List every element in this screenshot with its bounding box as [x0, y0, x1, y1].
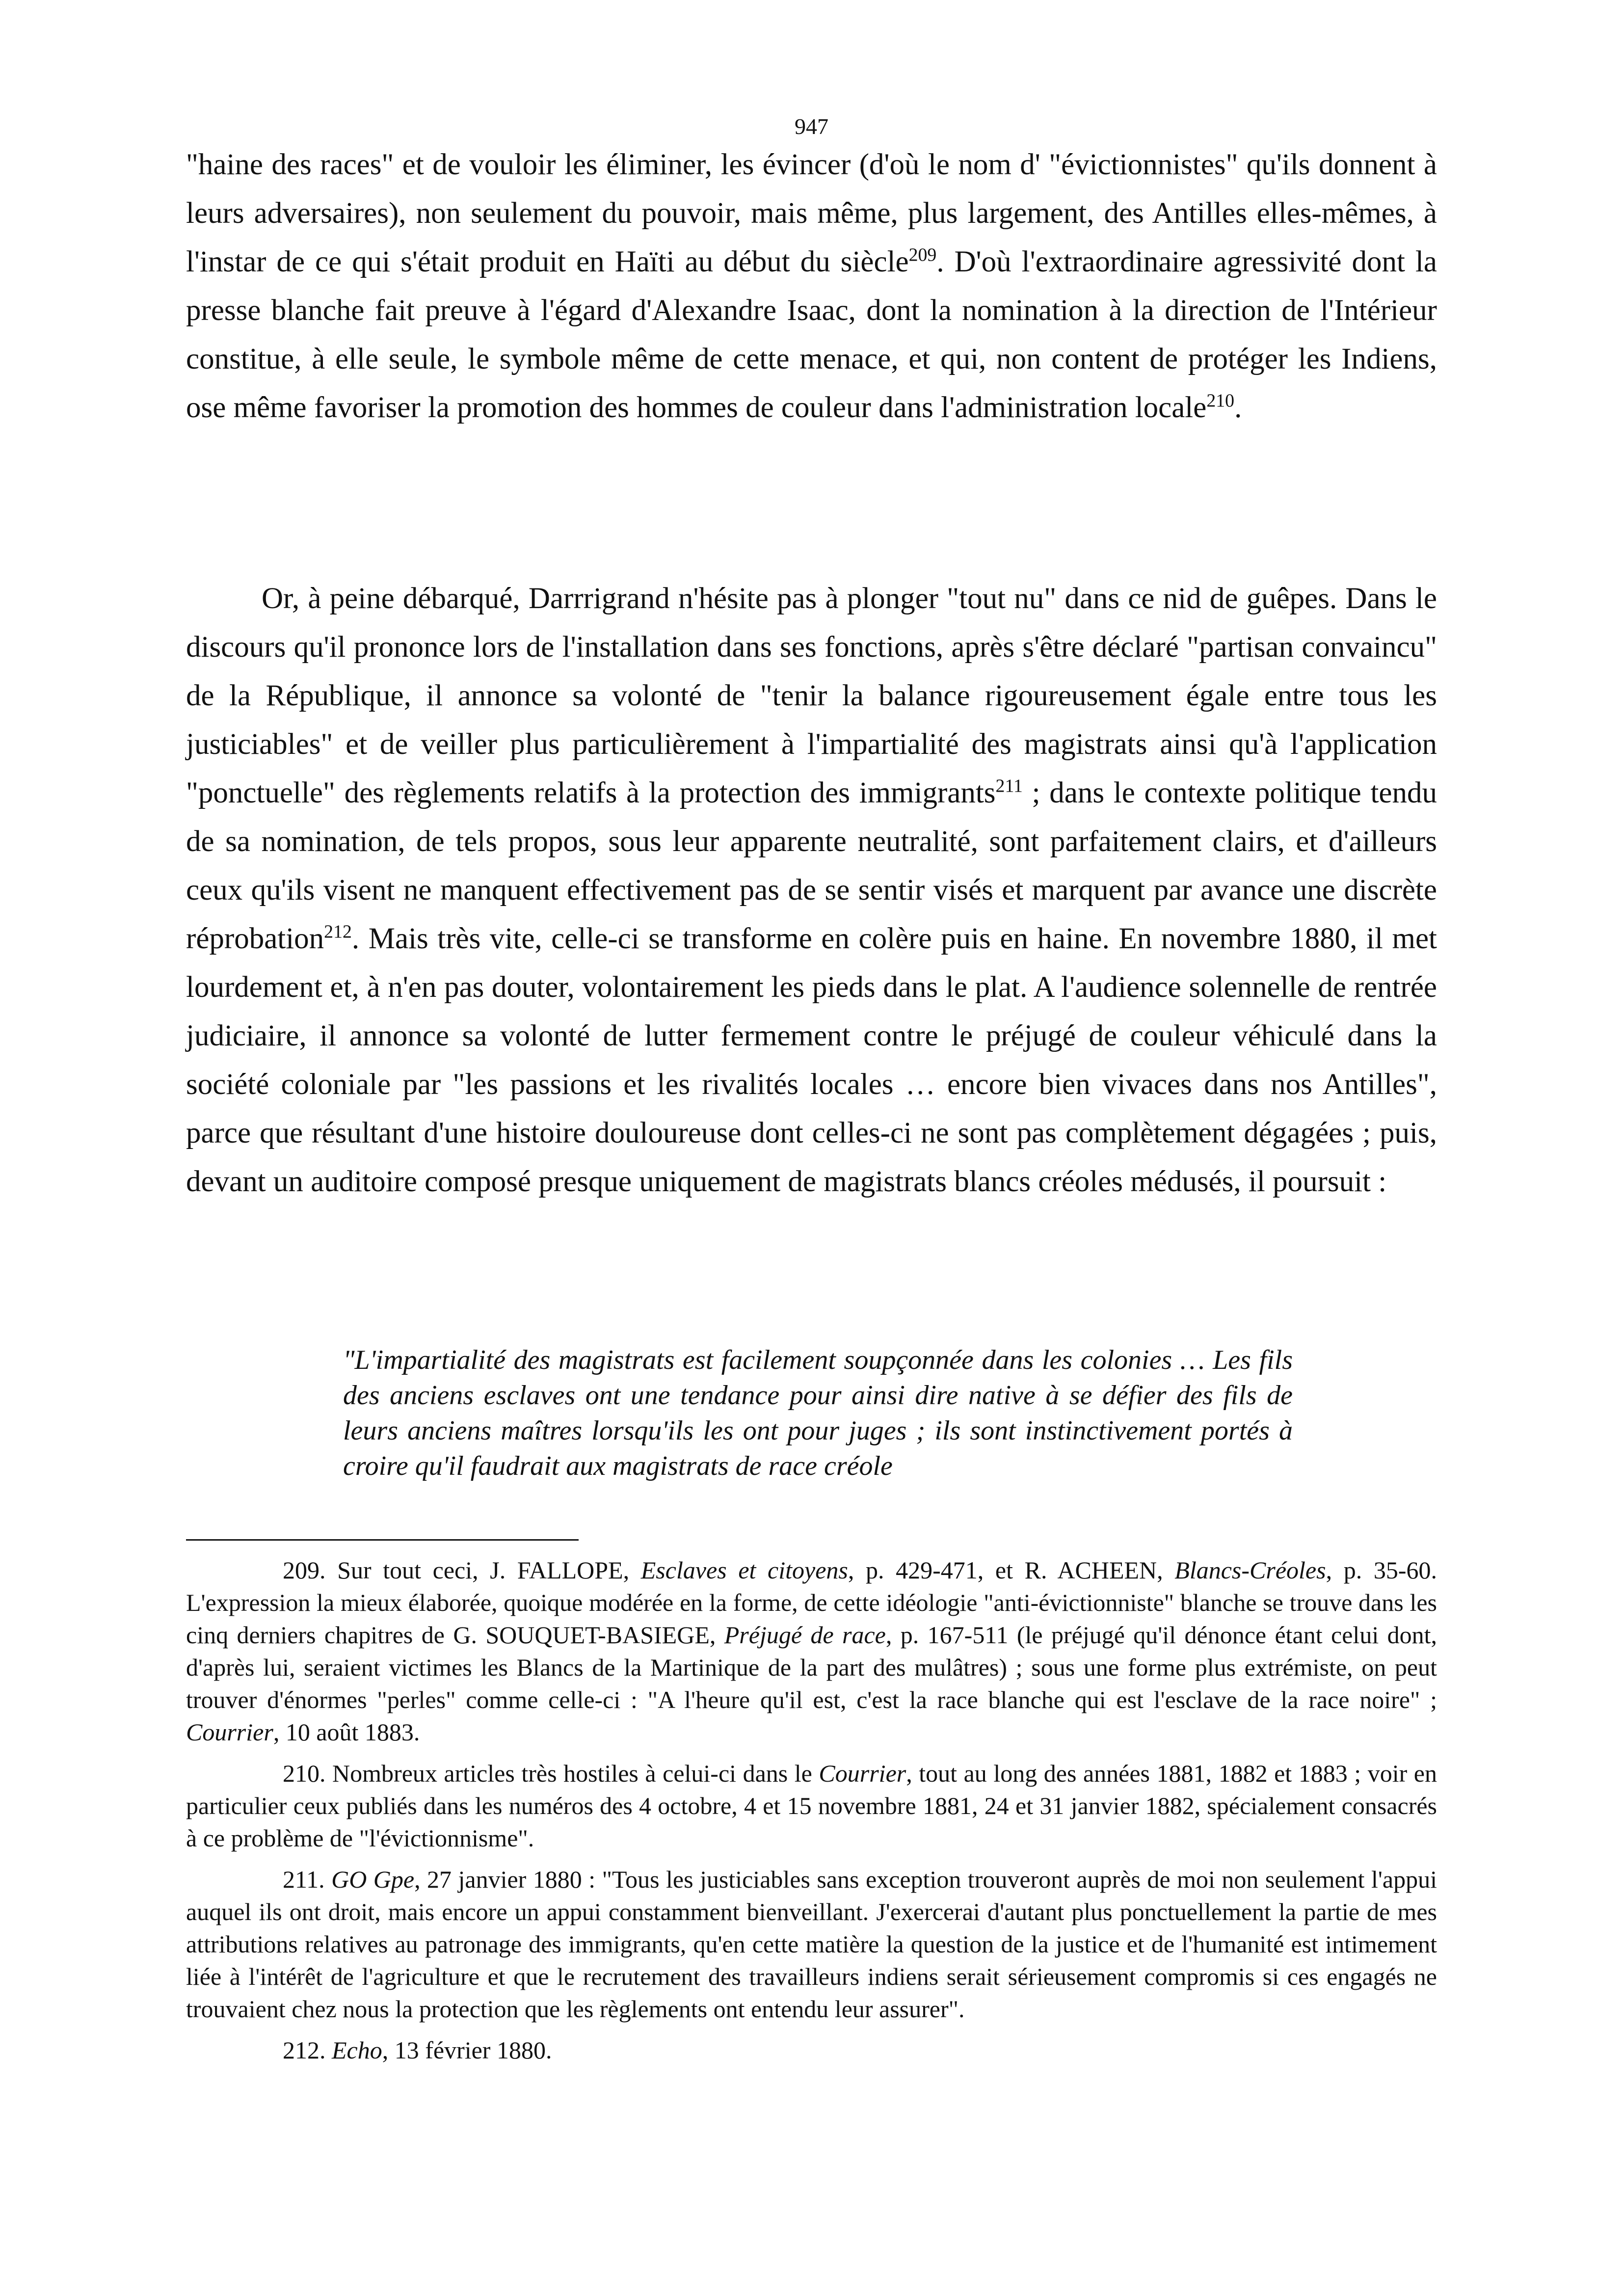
footnote-211-text-a: 211. [283, 1866, 332, 1893]
footnotes-section [186, 1554, 1437, 2075]
footnote-209-text-e: , 10 août 1883. [273, 1718, 420, 1746]
footnote-212-text-b: , 13 février 1880. [382, 2036, 552, 2064]
paragraph-2-text-a: Or, à peine débarqué, Darrrigrand n'hésite pas à plonger "tout nu" dans ce nid de guêpes. Dans le discours qu'il prononce lors de l'installation dans ses fonctions, après s'être déclaré "partisan convaincu" de la République, il annonce sa volonté de "tenir la balance rigoureusement égale entre tous les justiciables" et de veiller plus particulièrement à l'impartialité des magistrats ainsi qu'à l'application "ponctuelle" des règlements relatifs à la protection des immigrants [186, 582, 1437, 809]
footnote-ref-212[interactable]: 212 [324, 921, 352, 942]
footnote-210-text-b: , tout au long des années 1881, 1882 et 1883 ; voir en particulier ceux publiés dans les numéros des 4 octobre, 4 et 15 novembre 1881, 24 et 31 janvier 1882, spécialement consacrés à ce problème de "l'évictionnisme". [186, 1760, 1437, 1852]
footnote-209-title-3: Préjugé de race [724, 1621, 886, 1649]
paragraph-1-text-a: "haine des races" et de vouloir les éliminer, les évincer (d'où le nom d' "évictionnistes" qu'ils donnent à leurs adversaires), non seulement du pouvoir, mais même, plus largement, des Antilles elles-mêmes, à l'instar de ce qui s'était produit en Haïti au début du siècle [186, 148, 1437, 278]
footnote-212-title-1: Echo [332, 2036, 382, 2064]
footnote-211 [186, 1863, 1437, 2025]
footnote-212-text-a: 212. [283, 2036, 332, 2064]
footnote-209 [186, 1554, 1437, 1748]
footnote-210-title-1: Courrier [819, 1760, 906, 1787]
footnote-separator [186, 1539, 579, 1541]
footnote-ref-211[interactable]: 211 [995, 775, 1023, 797]
footnote-209-title-4: Courrier [186, 1718, 273, 1746]
footnote-209-text-a: 209. Sur tout ceci, J. FALLOPE, [283, 1556, 641, 1584]
footnote-209-text-b: , p. 429-471, et R. ACHEEN, [848, 1556, 1175, 1584]
footnote-211-text-b: , 27 janvier 1880 : "Tous les justiciables sans exception trouveront auprès de moi non seulement l'appui auquel ils ont droit, mais encore un appui constamment bienveillant. J'exercerai d'autant plus ponctuellement la partie de mes attributions relatives au patronage des immigrants, qu'en cette matière la question de la justice et de l'humanité est intimement liée à l'intérêt de l'agriculture et que le recrutement des travailleurs indiens serait sérieusement compromis si ces engagés ne trouvaient chez nous la protection que les règlements ont entendu leur assurer". [186, 1866, 1437, 2023]
footnote-209-title-2: Blancs-Créoles [1174, 1556, 1326, 1584]
body-paragraph-2 [186, 574, 1437, 1206]
footnote-209-text-d: , p. 167-511 (le préjugé qu'il dénonce étant celui dont, d'après lui, seraient victimes les Blancs de la Martinique de la part des mulâtres) ; sous une forme plus extrémiste, on peut trouver d'énormes "perles" comme celle-ci : "A l'heure qu'il est, c'est la race blanche qui est l'esclave de la race noire" ; [186, 1621, 1437, 1713]
footnote-212 [186, 2034, 1437, 2066]
page-number: 947 [795, 114, 828, 139]
footnote-209-title-1: Esclaves et citoyens [640, 1556, 848, 1584]
paragraph-2-text-c: . Mais très vite, celle-ci se transforme en colère puis en haine. En novembre 1880, il met lourdement et, à n'en pas douter, volontairement les pieds dans le plat. A l'audience solennelle de rentrée judiciaire, il annonce sa volonté de lutter fermement contre le préjugé de couleur véhiculé dans la société coloniale par "les passions et les rivalités locales … encore bien vivaces dans nos Antilles", parce que résultant d'une histoire douloureuse dont celles-ci ne sont pas complètement dégagées ; puis, devant un auditoire composé presque uniquement de magistrats blancs créoles médusés, il poursuit : [186, 922, 1437, 1198]
paragraph-1-text-c: . [1234, 391, 1242, 424]
footnote-210-text-a: 210. Nombreux articles très hostiles à celui-ci dans le [283, 1760, 819, 1787]
block-quote: "L'impartialité des magistrats est facilement soupçonnée dans les colonies … Les fils des anciens esclaves ont une tendance pour ainsi dire native à se défier des fils de leurs anciens maîtres lorsqu'ils les ont pour juges ; ils sont instinctivement portés à croire qu'il faudrait aux magistrats de race créole [343, 1345, 1293, 1481]
footnote-211-title-1: GO Gpe [331, 1866, 415, 1893]
body-paragraph-1 [186, 140, 1437, 432]
footnote-209-text-c: , p. 35-60. L'expression la mieux élaborée, quoique modérée en la forme, de cette idéologie "anti-évictionniste" blanche se trouve dans les cinq derniers chapitres de G. SOUQUET-BASIEGE, [186, 1556, 1437, 1649]
paragraph-1-text-b: . D'où l'extraordinaire agressivité dont la presse blanche fait preuve à l'égard d'Alexandre Isaac, dont la nomination à la direction de l'Intérieur constitue, à elle seule, le symbole même de cette menace, et qui, non content de protéger les Indiens, ose même favoriser la promotion des hommes de couleur dans l'administration locale [186, 245, 1437, 424]
footnote-ref-210[interactable]: 210 [1206, 390, 1235, 411]
footnote-ref-209[interactable]: 209 [908, 244, 937, 266]
footnote-210 [186, 1757, 1437, 1854]
paragraph-2-text-b: ; dans le contexte politique tendu de sa nomination, de tels propos, sous leur apparente neutralité, sont parfaitement clairs, et d'ailleurs ceux qu'ils visent ne manquent effectivement pas de se sentir visés et marquent par avance une discrète réprobation [186, 776, 1437, 955]
